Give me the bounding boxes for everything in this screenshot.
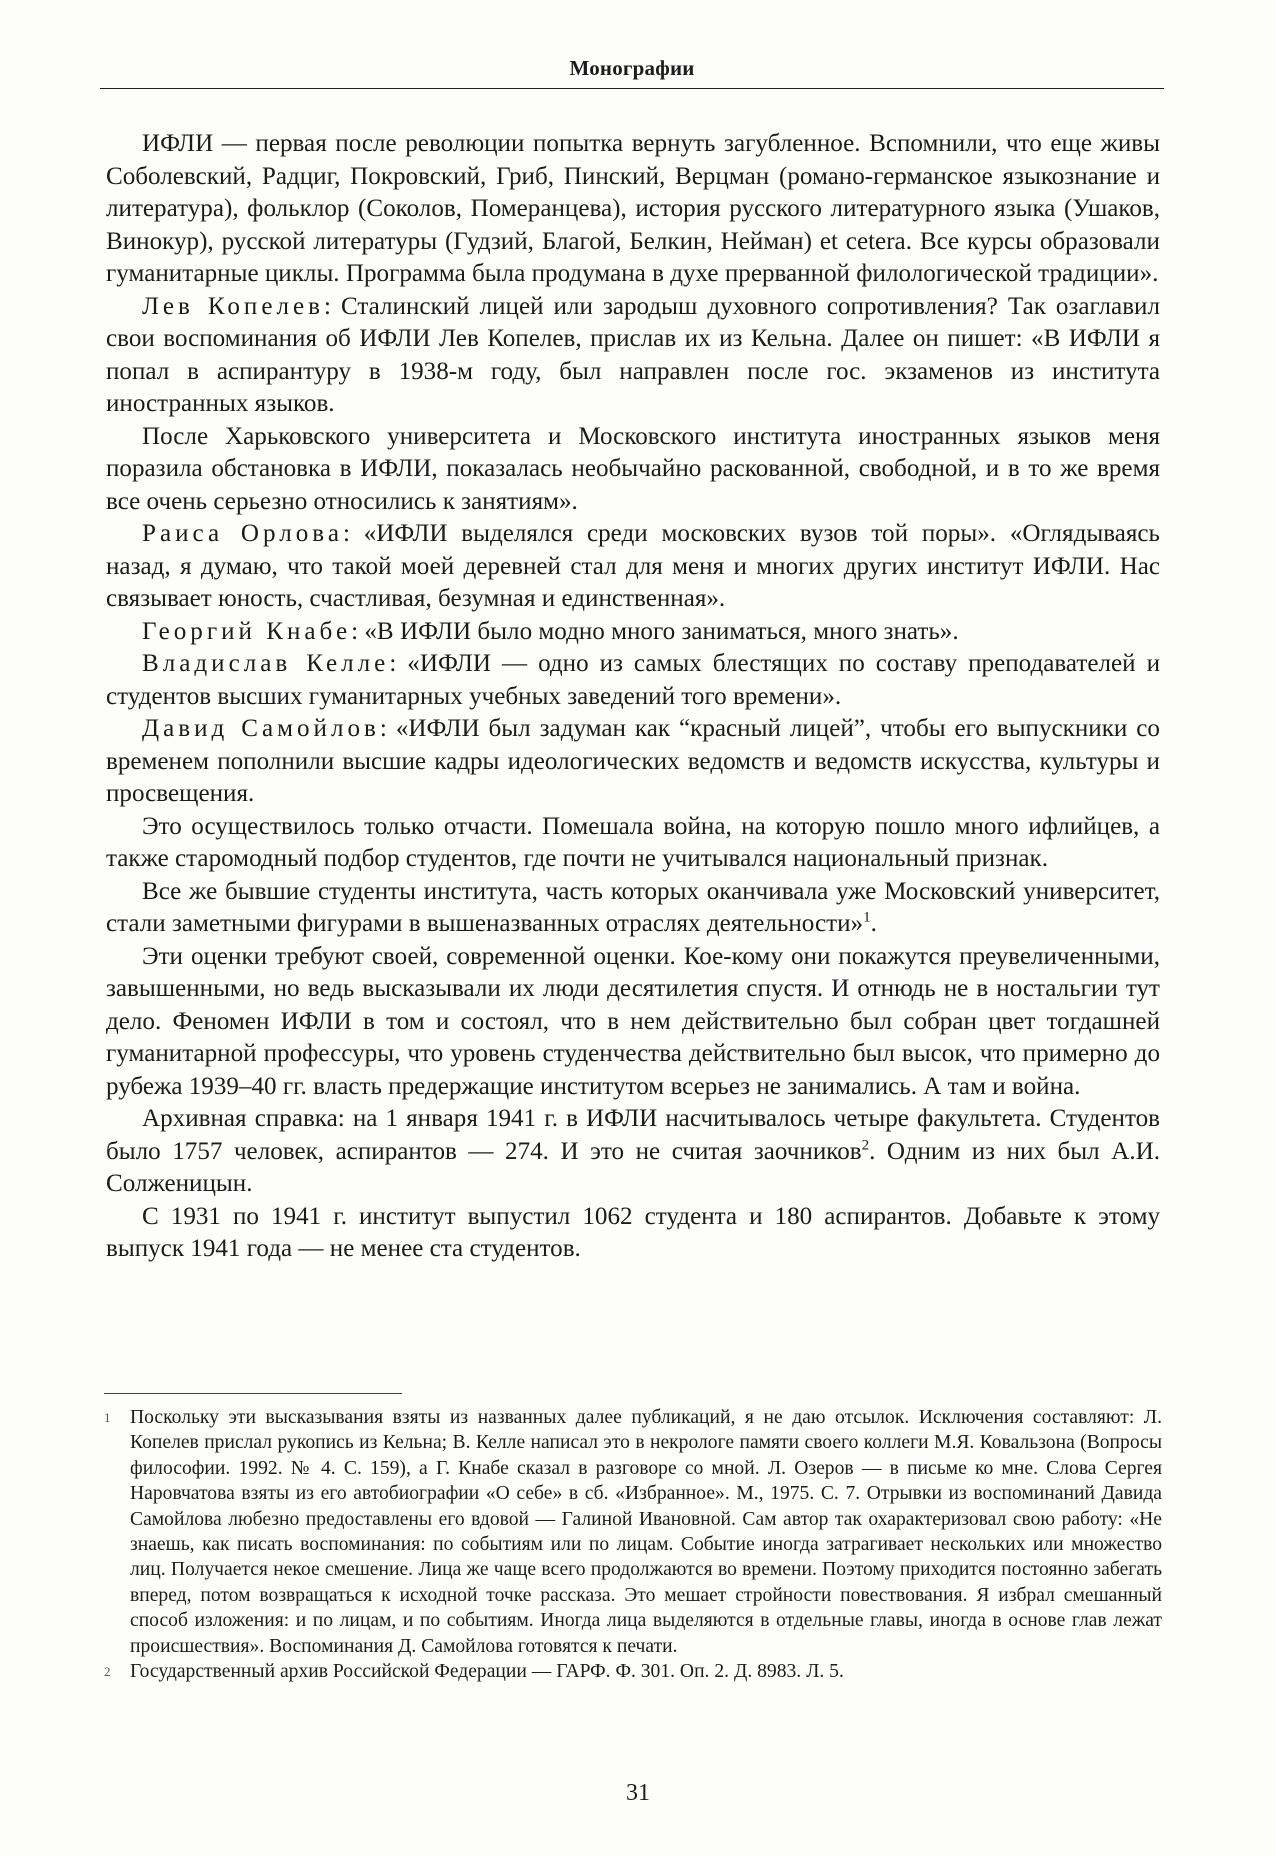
paragraph: Лев Копелев: Сталинский лицей или зародыш духовного сопротивления? Так озаглавил свои воспоминания об ИФЛИ Лев Копелев, прислав их из Кельна. Далее он пишет: «В ИФЛИ я попал в аспирантуру в 1938-м году, был направлен после гос. экзаменов из института иностранных языков. (106, 292, 1160, 417)
header-rule (100, 88, 1164, 89)
footnote-mark: 2 (104, 1664, 111, 1680)
footnote: 2 Государственный архив Российской Федерации — ГАРФ. Ф. 301. Оп. 2. Д. 8983. Л. 5. (104, 1659, 1162, 1684)
footnote-mark: 1 (104, 1410, 111, 1425)
footnotes (104, 1405, 1162, 1684)
paragraph: Давид Самойлов: «ИФЛИ был задуман как “красный лицей”, чтобы его выпускники со временем пополнили высшие кадры идеологических ведомств и ведомств искусства, культуры и просвещения. (106, 715, 1160, 807)
main-text (106, 128, 1160, 1266)
paragraph: Раиса Орлова: «ИФЛИ выделялся среди московских вузов той поры». «Оглядываясь назад, я думаю, что такой моей деревней стал для меня и многих других институт ИФЛИ. Нас связывает юность, счастливая, безумная и единственная». (106, 520, 1160, 612)
page-number: 31 (626, 1780, 650, 1806)
paragraph: Все же бывшие студенты института, часть которых оканчивала уже Московский университет, стали заметными фигурами в вышеназванных отраслях деятельности»$^1$. (106, 877, 1160, 937)
paragraph: Георгий Кнабе: «В ИФЛИ было модно много заниматься, много знать». (142, 617, 959, 645)
speaker-name: Раиса Орлова (142, 520, 343, 547)
running-head: Монографии (569, 56, 695, 80)
footnote-ref[interactable]: 2 (861, 1137, 870, 1154)
paragraph: ИФЛИ — первая после революции попытка вернуть загубленное. Вспомнили, что еще живы Соболевский, Радциг, Покровский, Гриб, Пинский, Верцман (романо-германское языкознание и литература), фольклор (Соколов, Померанцева), история русского литературного языка (Ушаков, Винокур), русской литературы (Гудзий, Благой, Белкин, Нейман) et cetera. Все курсы образовали гуманитарные циклы. Программа была продумана в духе прерванной филологической традиции». (106, 130, 1160, 287)
paragraph: С 1931 по 1941 г. институт выпустил 1062 студента и 180 аспирантов. Добавьте к этому выпуск 1941 года — не менее ста студентов. (106, 1202, 1160, 1262)
paragraph: Эти оценки требуют своей, современной оценки. Кое-кому они покажутся преувеличенными, завышенными, но ведь высказывали их люди десятилетия спустя. И отнюдь не в ностальгии тут дело. Феномен ИФЛИ в том и состоял, что в нем действительно был собран цвет тогдашней гуманитарной профессуры, что уровень студенчества действительно был высок, что примерно до рубежа 1939–40 гг. власть предержащие институтом всерьез не занимались. А там и война. (106, 942, 1160, 1100)
speaker-name: Георгий Кнабе (142, 617, 352, 645)
footnote-ref[interactable]: 1 (863, 909, 871, 926)
footnote-rule (104, 1393, 402, 1394)
footnote: 1 Поскольку эти высказывания взяты из названных далее публикаций, я не даю отсылок. Исключения составляют: Л. Копелев прислал рукопись из Кельна; В. Келле написал это в некрологе памяти своего коллеги М.Я. Ковальзона (Вопросы философии. 1992. № 4. С. 159), а Г. Кнабе сказал в разговоре со мной. Л. Озеров — в письме ко мне. Слова Сергея Наровчатова взяты из его автобиографии «О себе» в сб. «Избранное». М., 1975. С. 7. Отрывки из воспоминаний Давида Самойлова любезно предоставлены его вдовой — Галиной Ивановной. Сам автор так охарактеризовал свою работу: «Не знаешь, как писать воспоминания: по событиям или по лицам. Событие иногда затрагивает нескольких или множество лиц. Получается некое смешение. Лица же чаще всего продолжаются во времени. Поэтому приходится постоянно забегать вперед, потом возвращаться к исходной точке рассказа. Это мешает стройности повествования. Я избрал смешанный способ изложения: и по лицам, и по событиям. Иногда лица выделяются в отдельные главы, иногда в основе глав лежат происшествия». Воспоминания Д. Самойлова готовятся к печати. (104, 1407, 1162, 1657)
paragraph: Архивная справка: на 1 января 1941 г. в ИФЛИ насчитывалось четыре факультета. Студентов было 1757 человек, аспирантов — 274. И это не считая заочников$^2$. Одним из них был А.И. Солженицын. (106, 1105, 1161, 1197)
speaker-name: Владислав Келле (142, 650, 390, 677)
paragraph: Это осуществилось только отчасти. Помешала война, на которую пошло много ифлийцев, а также старомодный подбор студентов, где почти не учитывался национальный признак. (106, 812, 1160, 872)
speaker-name: Лев Копелев (142, 292, 324, 320)
paragraph: После Харьковского университета и Московского института иностранных языков меня поразила обстановка в ИФЛИ, показалась необычайно раскованной, свободной, и в то же время все очень серьезно относились к занятиям». (106, 422, 1160, 515)
paragraph: Владислав Келле: «ИФЛИ — одно из самых блестящих по составу преподавателей и студентов высших гуманитарных учебных заведений того времени». (106, 650, 1160, 710)
speaker-name: Давид Самойлов (142, 715, 380, 742)
